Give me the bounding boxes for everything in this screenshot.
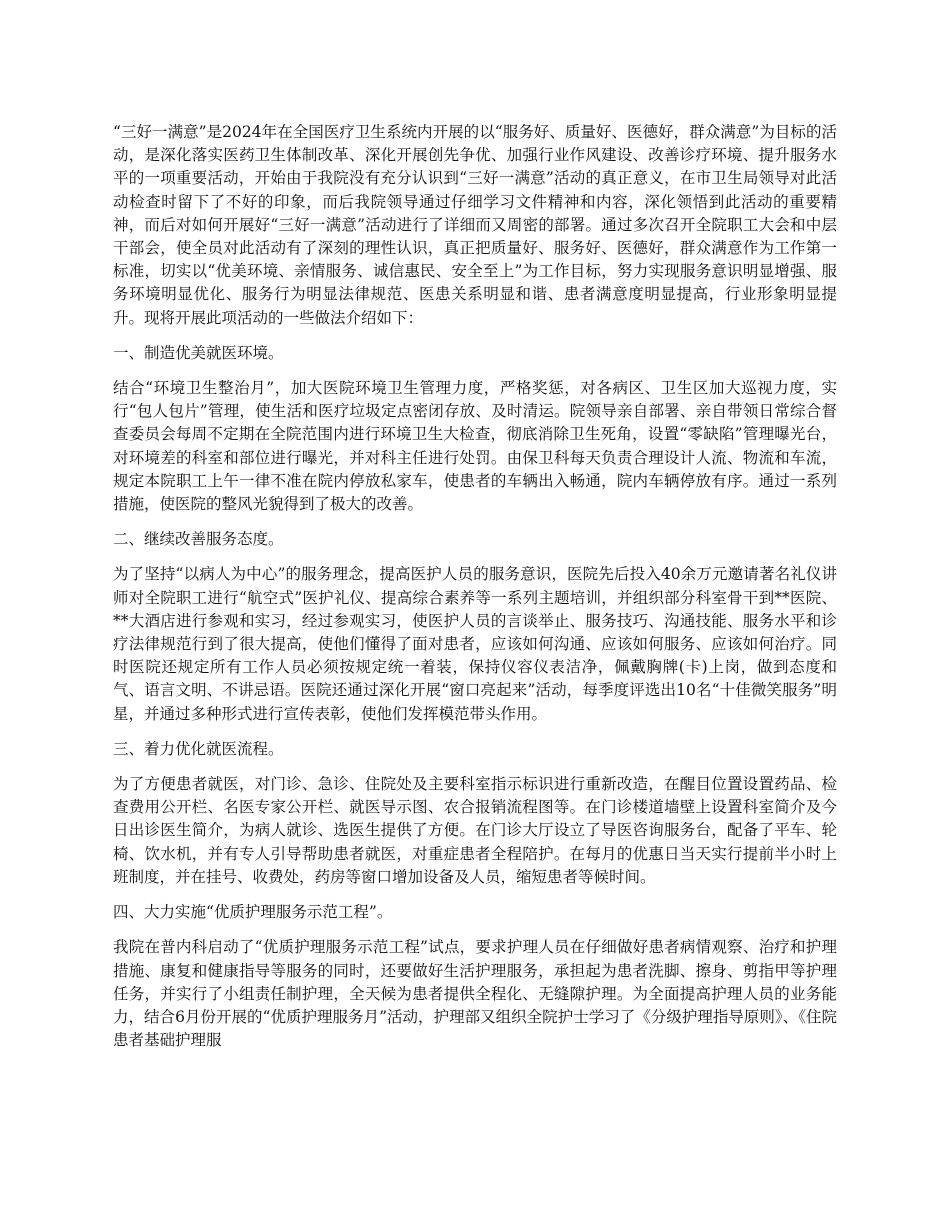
document-body [113, 121, 837, 1064]
section-paragraph-process: 为了方便患者就医，对门诊、急诊、住院处及主要科室指示标识进行重新改造，在醒目位置设置药品、检查费用公开栏、名医专家公开栏、就医导示图、农合报销流程图等。在门诊楼道墙壁上设置科室简介及今日出诊医生简介，为病人就诊、选医生提供了方便。在门诊大厅设立了导医咨询服务台，配备了平车、轮椅、饮水机，并有专人引导帮助患者就医，对重症患者全程陪护。在每月的优惠日当天实行提前半小时上班制度，并在挂号、收费处，药房等窗口增加设备及人员，缩短患者等候时间。 [113, 775, 837, 886]
section-paragraph-environment: 结合“环境卫生整治月”，加大医院环境卫生管理力度，严格奖惩，对各病区、卫生区加大巡视力度，实行“包人包片”管理，使生活和医疗垃圾定点密闭存放、及时清运。院领导亲自部署、亲自带领日常综合督查委员会每周不定期在全院范围内进行环境卫生大检查，彻底消除卫生死角，设置“零缺陷”管理曝光台，对环境差的科室和部位进行曝光，并对科主任进行处罚。由保卫科每天负责合理设计人流、物流和车流，规定本院职工上午一律不准在院内停放私家车，使患者的车辆出入畅通，院内车辆停放有序。通过一系列措施，使医院的整风光貌得到了极大的改善。 [113, 379, 837, 514]
intro-paragraph: “三好一满意”是2024年在全国医疗卫生系统内开展的以“服务好、质量好、医德好，群众满意”为目标的活动，是深化落实医药卫生体制改革、深化开展创先争优、加强行业作风建设、改善诊疗环境、提升服务水平的一项重要活动，开始由于我院没有充分认识到“三好一满意”活动的真正意义，在市卫生局领导对此活动检查时留下了不好的印象，而后我院领导通过仔细学习文件精神和内容，深化领悟到此活动的重要精神，而后对如何开展好“三好一满意”活动进行了详细而又周密的部署。通过多次召开全院职工大会和中层干部会，使全员对此活动有了深刻的理性认识，真正把质量好、服务好、医德好，群众满意作为工作第一标准，切实以“优美环境、亲情服务、诚信惠民、安全至上”为工作目标，努力实现服务意识明显增强、服务环境明显优化、服务行为明显法律规范、医患关系明显和谐、患者满意度明显提高，行业形象明显提升。现将开展此项活动的一些做法介绍如下： [113, 123, 837, 327]
section-paragraph-nursing: 我院在普内科启动了“优质护理服务示范工程”试点，要求护理人员在仔细做好患者病情观察、治疗和护理措施、康复和健康指导等服务的同时，还要做好生活护理服务，承担起为患者洗脚、擦身、剪指甲等护理任务，并实行了小组责任制护理，全天候为患者提供全程化、无缝隙护理。为全面提高护理人员的业务能力，结合6月份开展的“优质护理服务月”活动，护理部又组织全院护士学习了《分级护理指导原则》、《住院患者基础护理服 [113, 938, 837, 1050]
section-heading-environment: 一、制造优美就医环境。 [113, 343, 284, 362]
section-heading-process: 三、着力优化就医流程。 [113, 739, 284, 758]
section-heading-nursing: 四、大力实施“优质护理服务示范工程”。 [113, 903, 393, 922]
section-paragraph-service-attitude: 为了坚持“以病人为中心”的服务理念，提高医护人员的服务意识，医院先后投入40余万元邀请著名礼仪讲师对全院职工进行“航空式”医护礼仪、提高综合素养等一系列主题培训，并组织部分科室骨干到**医院、**大酒店进行参观和实习，经过参观实习，使医护人员的言谈举止、服务技巧、沟通技能、服务水平和诊疗法律规范行到了很大提高，使他们懂得了面对患者，应该如何沟通、应该如何服务、应该如何治疗。同时医院还规定所有工作人员必须按规定统一着装，保持仪容仪表洁净，佩戴胸牌(卡)上岗，做到态度和气、语言文明、不讲忌语。医院还通过深化开展“窗口亮起来”活动，每季度评选出10名“十佳微笑服务”明星，并通过多种形式进行宣传表彰，使他们发挥模范带头作用。 [113, 565, 837, 723]
section-heading-service-attitude: 二、继续改善服务态度。 [113, 530, 284, 549]
